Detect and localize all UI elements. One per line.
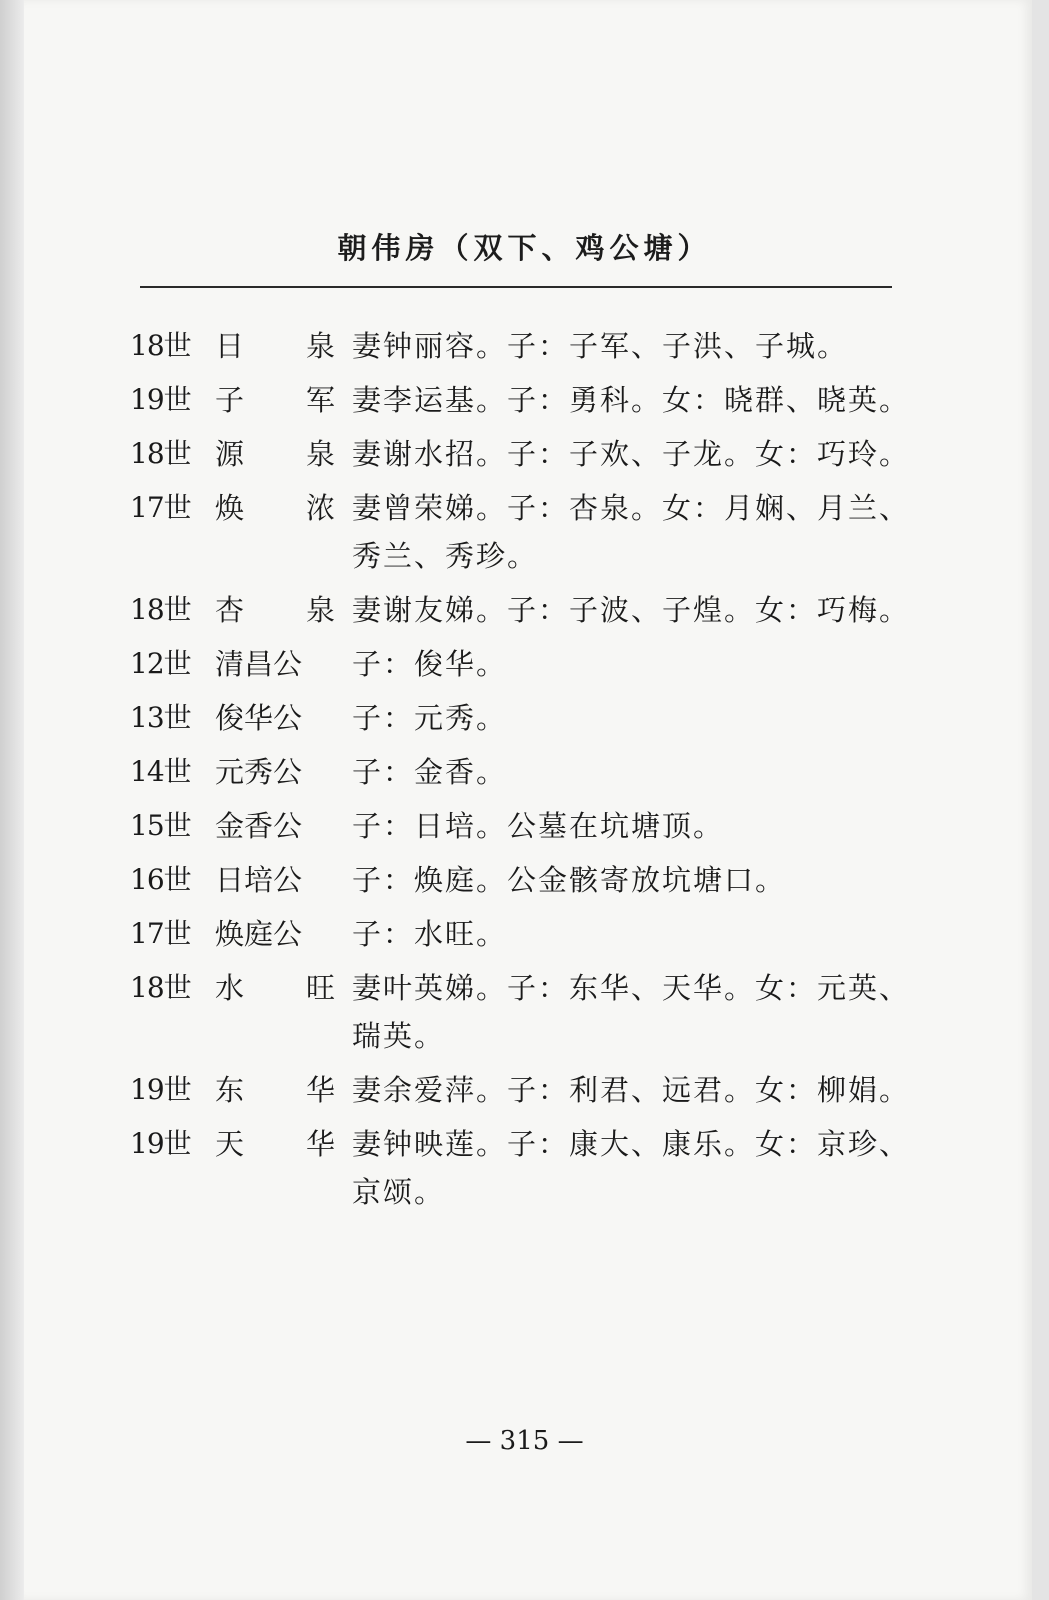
generation-label: 17世 [130,491,191,524]
person-name [215,1066,335,1114]
name-char: 水 [215,971,245,1005]
family-description: 妻钟映莲。子：康大、康乐。女：京珍、京颂。 [352,1127,911,1209]
generation-label: 12世 [130,647,191,680]
header-rule [140,286,892,288]
name-char: 源 [215,437,245,471]
name-char: 泉 [305,437,335,471]
name-full: 日培公 [215,863,303,897]
name-char: 华 [305,1073,335,1107]
family-description: 妻叶英娣。子：东华、天华。女：元英、瑞英。 [352,971,911,1053]
generation-label: 15世 [130,809,191,842]
person-name [215,910,335,958]
name-char: 日 [215,329,245,363]
family-description: 妻谢水招。子：子欢、子龙。女：巧玲。 [352,437,911,471]
generation-label: 19世 [130,1073,191,1106]
genealogy-entry [120,376,910,424]
family-description: 子：元秀。 [352,701,508,735]
family-description: 妻李运基。子：勇科。女：晓群、晓英。 [352,383,911,417]
name-full: 俊华公 [215,701,303,735]
family-description: 子：水旺。 [352,917,508,951]
page-number: — 315 — [465,1426,584,1456]
person-name [215,586,335,634]
genealogy-entry [120,1066,910,1114]
name-char: 东 [215,1073,245,1107]
generation-label: 18世 [130,593,191,626]
generation-label: 19世 [130,383,191,416]
genealogy-entry [120,586,910,634]
genealogy-entry [120,430,910,478]
family-description: 妻谢友娣。子：子波、子煌。女：巧梅。 [352,593,911,627]
person-name [215,376,335,424]
name-char: 旺 [305,971,335,1005]
generation-label: 14世 [130,755,191,788]
family-description: 妻曾荣娣。子：杏泉。女：月娴、月兰、秀兰、秀珍。 [352,491,911,573]
family-description: 妻余爱萍。子：利君、远君。女：柳娟。 [352,1073,911,1107]
name-char: 杏 [215,593,245,627]
person-name [215,964,335,1012]
generation-label: 18世 [130,971,191,1004]
family-description: 子：俊华。 [352,647,508,681]
name-char: 焕 [215,491,245,525]
genealogy-entry [120,748,910,796]
page-header-title: 朝伟房（双下、鸡公塘） [337,231,712,265]
name-char: 华 [305,1127,335,1161]
generation-label: 17世 [130,917,191,950]
person-name [215,1120,335,1168]
name-char: 天 [215,1127,245,1161]
genealogy-entry [120,802,910,850]
generation-label: 18世 [130,329,191,362]
genealogy-entry [120,640,910,688]
genealogy-entry [120,910,910,958]
name-full: 金香公 [215,809,303,843]
name-char: 子 [215,383,245,417]
genealogy-entry [120,964,910,1060]
genealogy-entries [120,322,910,1216]
name-full: 元秀公 [215,755,303,789]
family-description: 妻钟丽容。子：子军、子洪、子城。 [352,329,849,363]
name-char: 泉 [305,329,335,363]
person-name [215,748,335,796]
genealogy-entry [120,322,910,370]
person-name [215,802,335,850]
name-char: 泉 [305,593,335,627]
name-char: 军 [305,383,335,417]
generation-label: 13世 [130,701,191,734]
genealogy-entry [120,856,910,904]
person-name [215,484,335,532]
generation-label: 18世 [130,437,191,470]
person-name [215,430,335,478]
person-name [215,322,335,370]
family-description: 子：金香。 [352,755,508,789]
family-description: 子：焕庭。公金骸寄放坑塘口。 [352,863,787,897]
generation-label: 19世 [130,1127,191,1160]
person-name [215,640,335,688]
genealogy-entry [120,484,910,580]
person-name [215,694,335,742]
generation-label: 16世 [130,863,191,896]
family-description: 子：日培。公墓在坑塘顶。 [352,809,725,843]
name-full: 焕庭公 [215,917,303,951]
name-full: 清昌公 [215,647,303,681]
genealogy-entry [120,1120,910,1216]
person-name [215,856,335,904]
name-char: 浓 [305,491,335,525]
genealogy-entry [120,694,910,742]
